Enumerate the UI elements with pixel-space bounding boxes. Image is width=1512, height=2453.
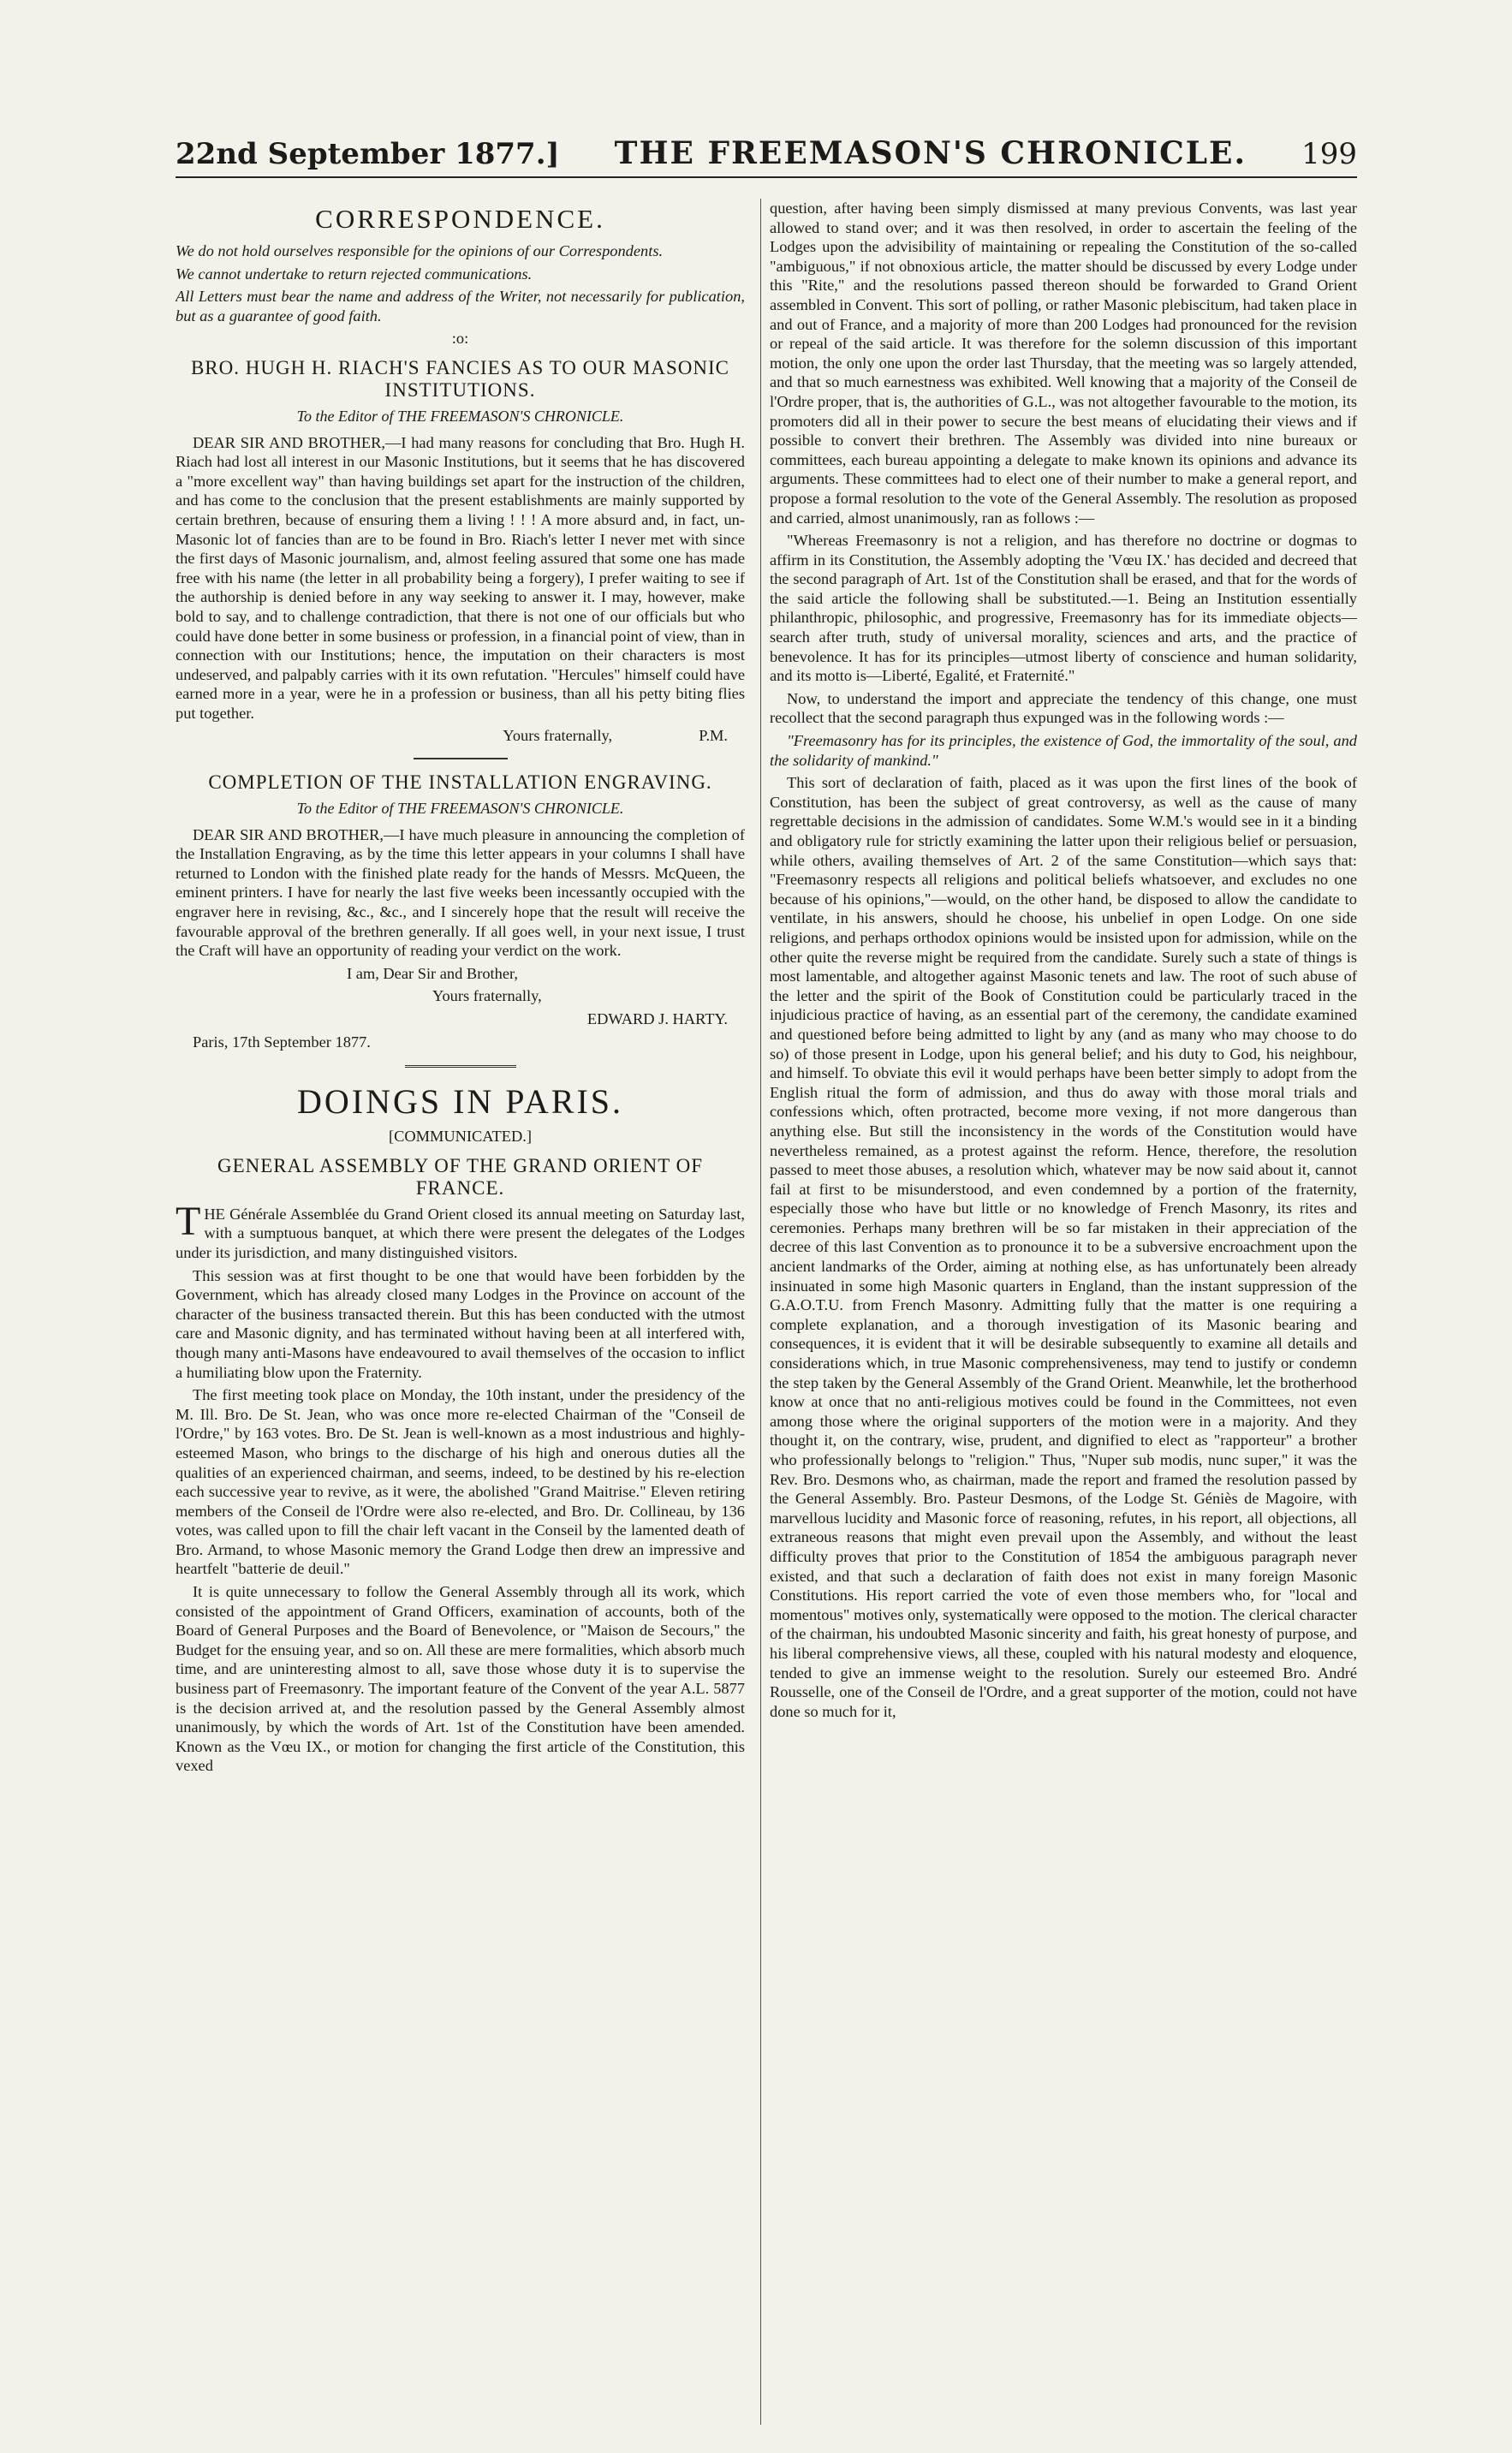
article-paragraph: THE Générale Assemblée du Grand Orient closed its annual meeting on Saturday last, with a sumptuous banquet, at which there were present the delegates of the Lodges under its jurisdiction, and many distinguished visitors.	[176, 1198, 745, 1261]
issue-date: 22nd September 1877.]	[176, 137, 560, 171]
article-paragraph: It is quite unnecessary to follow the General Assembly through all its work, which consisted of the appointment of Grand Officers, examination of accounts, both of the Board of General Purposes and the Board of Benevolence, or "Maison de Secours," the Budget for the ensuing year, and so on. All these are mere formalities, which absorb much time, and are uninteresting almost to all, save those whose duty it is to supervise the business part of Freemasonry. The important feature of the Convent of the year A.L. 5877 is the decision arrived at, and the resolution passed by the General Assembly almost unanimously, by which the words of Art. 1st of the Constitution have been amended. Known as the Vœu IX., or motion for changing the first article of the Constitution, this vexed	[176, 1583, 745, 1775]
letter-body: DEAR SIR AND BROTHER,—I have much pleasure in announcing the completion of the Installation Engraving, as by the time this letter appears in your columns I shall have returned to London with the finished plate ready for the hands of Messrs. McQueen, the eminent printers. I have for nearly the last five weeks been incessantly occupied with the engraver here in revising, &c., &c., and I sincerely hope that the result will receive the favourable approval of the brethren generally. If all goes well, in your next issue, I trust the Craft will have an opportunity of reading your verdict on the work.	[176, 825, 745, 960]
closing-text: Yours fraternally,	[503, 727, 613, 745]
section-title: DOINGS IN PARIS.	[296, 1082, 624, 1122]
to-editor: To the Editor of THE FREEMASON'S CHRONICLE.	[296, 800, 624, 818]
notice: We cannot undertake to return rejected communications.	[176, 265, 533, 283]
letter-closing: I am, Dear Sir and Brother,	[347, 964, 518, 982]
to-editor: To the Editor of THE FREEMASON'S CHRONICLE.	[296, 407, 624, 425]
expunged-quote: "Freemasonry has for its principles, the existence of God, the immortality of the soul, and the solidarity of mankind."	[770, 732, 1357, 769]
resolution-quote: "Whereas Freemasonry is not a religion, and has therefore no doctrine or dogmas to affirm in its Constitution, the Assembly adopting the 'Vœu IX.' has decided and decreed that the second paragraph of Art. 1st of the Constitution shall be erased, and that for the words of the said article the following shall be substituted.—1. Being an Institution essentially philanthropic, philosophic, and progressive, Freemasonry has for its immediate objects—search after truth, study of universal morality, sciences and arts, and the practice of benevolence. It has for its principles—utmost liberty of conscience and human solidarity, and its motto is—Liberté, Egalité, et Fraternité."	[770, 532, 1357, 685]
correspondence-heading: CORRESPONDENCE.	[315, 204, 605, 234]
place-date: Paris, 17th September 1877.	[193, 1033, 371, 1051]
page-number: 199	[1301, 137, 1357, 171]
letter-body: DEAR SIR AND BROTHER,—I had many reasons for concluding that Bro. Hugh H. Riach had lost all interest in our Masonic Institutions, but it seems that he has discovered a "more excellent way" than having buildings set apart for the instruction of the children, and has come to the conclusion that the present establishments are mainly supported by certain brethren, because of ensuring them a living ! ! ! A more absurd and, in fact, un-Masonic lot of fancies than are to be found in Bro. Riach's letter I never met with since the first days of Masonic journalism, and, almost feeling assured that some one has made free with his name (the letter in all probability being a forgery), I prefer waiting to see if the authorship is denied before in any way seeking to answer it. I may, however, make bold to say, and to challenge contradiction, that there is not one of our officials but who could have done better in some business or profession, in a financial point of view, than in connection with our Institutions; hence, the imputation on their characters is most undeserved, and palpably carries with it its own refutation. "Hercules" himself could have earned more in a year, were he in a profession or business, than all his petty biting flies put together.	[176, 433, 745, 722]
letter-closing	[176, 726, 745, 746]
signature: EDWARD J. HARTY.	[586, 1010, 728, 1027]
letter-closing: Yours fraternally,	[432, 987, 542, 1005]
left-column	[176, 199, 745, 2425]
notice: All Letters must bear the name and address of the Writer, not necessarily for publication, but as a guarantee of good faith.	[176, 288, 745, 324]
article-subheading: GENERAL ASSEMBLY OF THE GRAND ORIENT OF FRANCE.	[217, 1154, 703, 1199]
communicated-label: [COMMUNICATED.]	[388, 1128, 533, 1146]
right-column	[760, 199, 1357, 2425]
article-paragraph: question, after having been simply dismissed at many previous Convents, was last year allowed to stand over; and it was then resolved, in order to ascertain the feeling of the Lodges upon the advisibility of maintaining or repealing the Constitution of the so-called "ambiguous," if not obnoxious article, the matter should be discussed by every Lodge under this "Rite," and the resolutions passed thereon should be forwarded to Grand Orient assembled in Convent. This sort of polling, or rather Masonic plebiscitum, had taken place in and out of France, and a majority of more than 200 Lodges had pronounced for the revision or repeal of the said article. It was therefore for the solemn discussion of this important motion, the only one upon the order last Thursday, that the meeting was so largely attended, and that so much earnestness was exhibited. Well knowing that a majority of the Conseil de l'Ordre proper, that is, the authorities of G.L., was not altogether favourable to the motion, its promoters did all in their power to secure the best means of elucidating their views and if possible to convert their brethren. The Assembly was divided into nine bureaux or committees, each bureau appointing a delegate to make known its opinions and advance its arguments. These committees had to elect one of their number to make a general report, and propose a formal resolution to the vote of the General Assembly. The resolution as proposed and carried, almost unanimously, ran as follows :—	[770, 199, 1357, 527]
article-paragraph: Now, to understand the import and appreciate the tendency of this change, one must recollect that the second paragraph thus expunged was in the following words :—	[770, 689, 1357, 727]
notice: We do not hold ourselves responsible for the opinions of our Correspondents.	[176, 242, 664, 259]
divider	[414, 758, 508, 759]
masthead	[176, 128, 1357, 178]
divider	[405, 1065, 516, 1068]
letter-heading: BRO. HUGH H. RIACH'S FANCIES AS TO OUR MASONIC INSTITUTIONS.	[190, 356, 730, 401]
separator: :o:	[451, 330, 469, 348]
signature: P.M.	[699, 727, 728, 745]
publication-title: THE FREEMASON'S CHRONICLE.	[614, 135, 1247, 171]
letter-heading: COMPLETION OF THE INSTALLATION ENGRAVING.	[208, 771, 712, 794]
article-paragraph: The first meeting took place on Monday, the 10th instant, under the presidency of the M. Ill. Bro. De St. Jean, who was once more re-elected Chairman of the "Conseil de l'Ordre," by 163 votes. Bro. De St. Jean is well-known as a most industrious and highly-esteemed Mason, who brings to the discharge of his high and onerous duties all the qualities of an experienced chairman, and seems, indeed, to be destined by his re-election each successive year to revive, as it were, the abolished "Grand Maitrise." Eleven retiring members of the Conseil de l'Ordre were also re-elected, and Bro. Dr. Collineau, by 136 votes, was called upon to fill the chair left vacant in the Conseil by the lamented death of Bro. Armand, to whose Masonic memory the Grand Lodge then drew an impressive and heartfelt "batterie de deuil."	[176, 1386, 745, 1578]
article-paragraph: This sort of declaration of faith, placed as it was upon the first lines of the book of Constitution, has been the subject of great controversy, as well as the cause of many regrettable decisions in the admission of candidates. Some W.M.'s would see in it a binding and obligatory rule for strictly examining the latter upon their religious belief or persuasion, while others, availing themselves of Art. 2 of the same Constitution—which says that: "Freemasonry respects all religions and political beliefs whatsoever, and excludes no one because of his opinions,"—would, on the other hand, be disposed to allow the candidate to ventilate, in his answers, should he choose, his unbelief in open Lodge. On one side religions, and perhaps orthodox opinions would be insisted upon for admission, while on the other quite the reverse might be required from the candidate. Surely such a state of things is most lamentable, and altogether against Masonic tenets and law. The root of such abuse of the letter and the spirit of the Book of Constitution could be particularly traced in the injudicious practice of having, as an essential part of the ceremony, the candidate examined and questioned before being admitted to light by any (and as many who may choose to do so) of those present in Lodge, upon his general belief; and his duty to God, his neighbour, and himself. To obviate this evil it would perhaps have been better simply to adopt from the English ritual the form of admission, and thus do away with those moral trials and confessions which, often protracted, become more vexing, if not more dangerous than anything else. But still the inconsistency in the words of the Constitution would have nevertheless remained, as a protest against the reform. Hence, therefore, the resolution passed to meet those abuses, a resolution which, whatever may be now said about it, cannot fail at first to be misunderstood, and even condemned by a portion of the fraternity, especially those who have but little or no knowledge of French Masonry, its rites and ceremonies. Perhaps many brethren will be so far mistaken in their appreciation of the decree of this last Convention as to pronounce it to be a subversive encroachment upon the ancient landmarks of the Order, aiming at nothing else, as has unfortunately been already insinuated in some high Masonic quarters in England, than the instant suppression of the G.A.O.T.U. from French Masonry. Admitting fully that the matter is one requiring a complete explanation, and a thorough investigation of its Masonic bearing and consequences, it is evident that it will be desirable subsequently to examine all details and considerations which, in true Masonic comprehensiveness, may tend to justify or condemn the step taken by the General Assembly of the Grand Orient. Meanwhile, let the brotherhood know at once that no anti-religious motives could be found in the Committees, not even among those where the original supporters of the motion were in a majority. And they thought it, on the contrary, wise, prudent, and dignified to elect as "rapporteur" a brother who professionally belongs to "religion." Thus, "Nuper sub modis, nunc super," it was the Rev. Bro. Desmons who, as chairman, made the report and framed the resolution passed by the General Assembly. Bro. Pasteur Desmons, of the Lodge St. Géniès de Magoire, with marvellous lucidity and Masonic force of reasoning, refutes, in his report, all objections, all extraneous reasons that might even prevail upon the Assembly, and without the least difficulty proves that prior to the Constitution of 1854 the ambiguous paragraph never existed, and that such a declaration of faith does not exist in many foreign Masonic Constitutions. His report carried the vote of even those members who, for "local and momentous" motives only, systematically were opposed to the motion. The clerical character of the chairman, his undoubted Masonic sincerity and faith, his great honesty of purpose, and his liberal comprehensive views, all these, coupled with his natural modesty and eloquence, tended to give an immense weight to the resolution. Surely our esteemed Bro. André Rousselle, one of the Conseil de l'Ordre, and a great supporter of the motion, could not have done so much for it,	[770, 774, 1357, 1720]
article-paragraph: This session was at first thought to be one that would have been forbidden by the Government, which has already closed many Lodges in the Province on account of the character of the business transacted therein. But this has been conducted with the utmost care and Masonic dignity, and has terminated without having been at all interfered with, though many anti-Masons have endeavoured to avail themselves of the occasion to inflict a humiliating blow upon the Fraternity.	[176, 1266, 745, 1381]
